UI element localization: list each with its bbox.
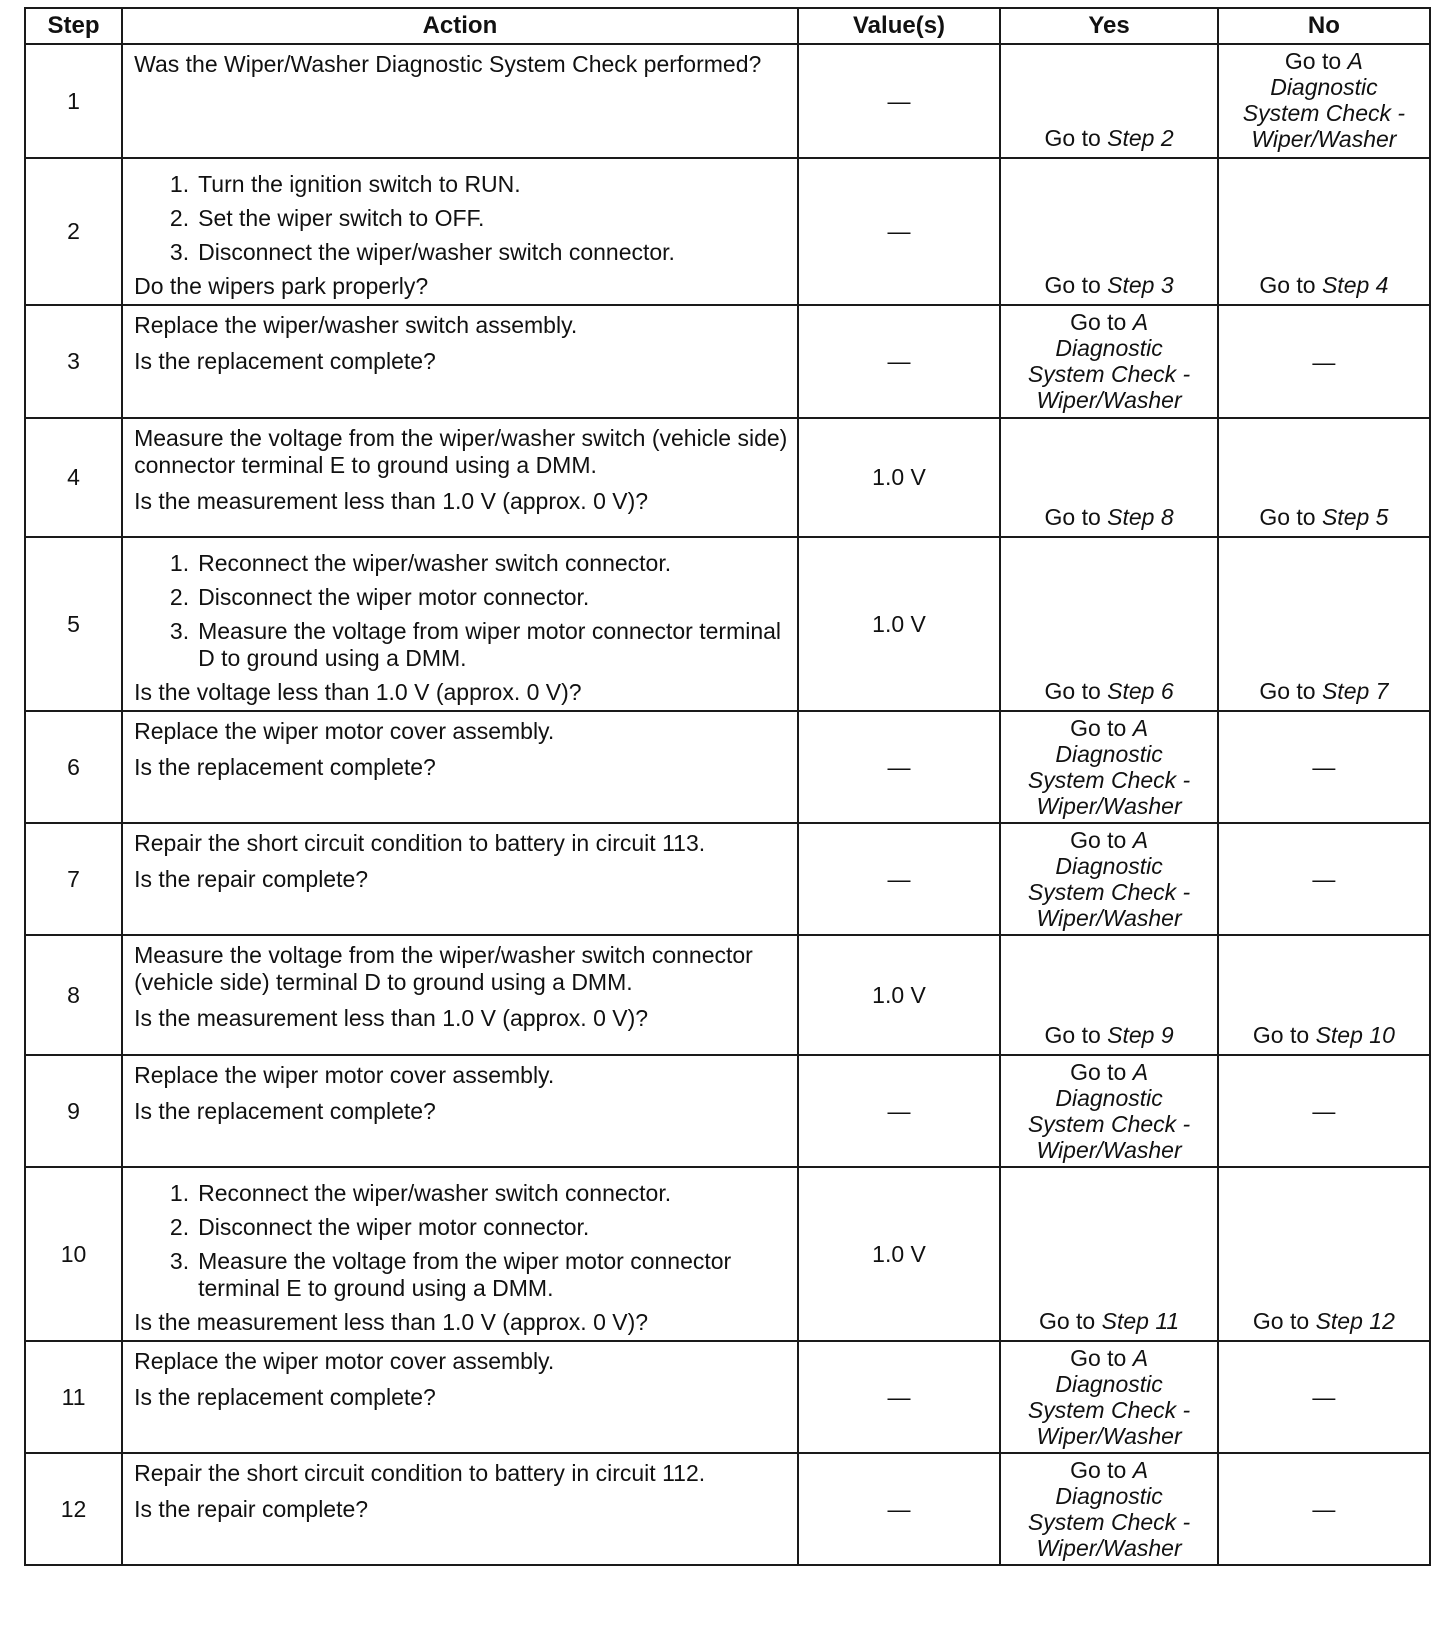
no-dash: — [1312,1496,1336,1522]
link-line: System Check - [1242,100,1406,126]
link-prefix: Go to [1070,715,1127,741]
action-content [134,1062,789,1161]
table-row [25,711,1430,823]
list-text: Measure the voltage from the wiper motor connector terminal E to ground using a DMM. [198,1248,732,1301]
link-step: Step 3 [1107,272,1174,298]
no-cell [1218,711,1430,823]
yes-cell [1000,1341,1217,1453]
link-line: Diagnostic [1055,1371,1163,1397]
action-question: Is the repair complete? [134,1496,369,1522]
no-cell [1218,418,1430,537]
header-row [25,8,1430,44]
yes-step-link[interactable] [1005,504,1212,530]
list-item [134,550,789,577]
header-action: Action [122,8,798,44]
yes-step-link[interactable] [1005,678,1212,704]
link-line [1005,715,1212,741]
action-question: Is the replacement complete? [134,1384,436,1410]
table-row [25,537,1430,711]
yes-step-link[interactable] [1005,272,1212,298]
table-header [25,8,1430,44]
diagnostic-check-link[interactable] [1005,715,1212,819]
diagnostic-check-link[interactable] [1005,1345,1212,1449]
action-text: Repair the short circuit condition to battery in circuit 112. [134,1460,706,1486]
table-row [25,1167,1430,1341]
table-row [25,44,1430,158]
action-text: Replace the wiper motor cover assembly. [134,1348,555,1374]
link-line: Diagnostic [1055,335,1163,361]
step-number: 11 [25,1341,122,1453]
link-step: Step 2 [1107,125,1174,151]
link-line [1005,827,1212,853]
step-number: 12 [25,1453,122,1565]
no-cell [1218,823,1430,935]
link-prefix: Go to [1044,504,1101,530]
link-prefix: Go to [1070,1457,1127,1483]
no-cell [1218,935,1430,1055]
no-step-link[interactable] [1223,504,1425,530]
table-row [25,305,1430,418]
no-dash: — [1312,1384,1336,1410]
link-prefix: Go to [1044,272,1101,298]
table-row [25,158,1430,305]
action-cell [122,1453,798,1565]
link-line: System Check - [1027,1509,1191,1535]
table-body [25,44,1430,1565]
yes-cell [1000,711,1217,823]
action-question: Is the measurement less than 1.0 V (approx. 0 V)? [134,1005,649,1031]
list-number: 2. [169,584,190,610]
table-row [25,935,1430,1055]
yes-step-link[interactable] [1005,1022,1212,1048]
table-row [25,823,1430,935]
link-prefix: Go to [1259,678,1316,704]
link-line [1005,1345,1212,1371]
value-cell: 1.0 V [798,1167,1001,1341]
value-cell: — [798,158,1001,305]
diagnostic-check-link[interactable] [1005,827,1212,931]
yes-cell [1000,305,1217,418]
action-cell [122,823,798,935]
list-item [134,171,789,198]
link-line: Wiper/Washer [1036,1137,1182,1163]
link-line: Diagnostic [1055,741,1163,767]
action-cell [122,158,798,305]
step-number: 2 [25,158,122,305]
action-list [134,544,789,679]
link-italic: A [1132,1059,1149,1085]
action-cell [122,935,798,1055]
link-step: Step 4 [1321,272,1389,298]
link-prefix: Go to [1259,504,1316,530]
list-text: Set the wiper switch to OFF. [198,205,485,231]
action-text: Replace the wiper motor cover assembly. [134,718,555,744]
link-prefix: Go to [1044,125,1101,151]
table-row [25,1453,1430,1565]
link-step: Step 8 [1107,504,1174,530]
value-cell: — [798,305,1001,418]
action-content [134,51,789,153]
action-cell [122,711,798,823]
list-item [134,1214,789,1241]
yes-cell [1000,158,1217,305]
step-number: 3 [25,305,122,418]
no-cell [1218,1167,1430,1341]
link-italic: A [1132,715,1149,741]
list-text: Turn the ignition switch to RUN. [198,171,521,197]
table-row [25,1055,1430,1167]
list-number: 1. [169,1180,190,1206]
table-row [25,418,1430,537]
value-cell: 1.0 V [798,537,1001,711]
list-item [134,205,789,232]
list-item [134,239,789,266]
link-prefix: Go to [1070,309,1127,335]
link-line: Diagnostic [1055,853,1163,879]
link-line: Wiper/Washer [1036,387,1182,413]
yes-cell [1000,935,1217,1055]
no-step-link[interactable] [1223,272,1425,298]
action-content [134,165,789,300]
header-step: Step [25,8,122,44]
action-text: Measure the voltage from the wiper/washer switch connector (vehicle side) terminal D to ground using a DMM. [134,942,753,995]
link-line: Diagnostic [1055,1085,1163,1111]
yes-cell [1000,537,1217,711]
step-number: 9 [25,1055,122,1167]
link-step: Step 7 [1321,678,1389,704]
link-prefix: Go to [1070,1345,1127,1371]
link-italic: A [1132,1345,1149,1371]
link-line [1005,309,1212,335]
list-text: Disconnect the wiper/washer switch connector. [198,239,675,265]
value-cell: — [798,823,1001,935]
link-line: Diagnostic [1055,1483,1163,1509]
step-number: 6 [25,711,122,823]
action-content [134,1174,789,1336]
link-italic: A [1132,827,1149,853]
action-content [134,312,789,413]
list-item [134,618,789,672]
value-cell: — [798,711,1001,823]
list-item [134,1180,789,1207]
action-cell [122,1167,798,1341]
link-line: System Check - [1027,767,1191,793]
list-item [134,584,789,611]
action-cell [122,1341,798,1453]
link-italic: A [1132,1457,1149,1483]
link-line [1005,1059,1212,1085]
yes-cell [1000,1055,1217,1167]
action-cell [122,44,798,158]
action-content [134,544,789,706]
no-step-link[interactable] [1223,1022,1425,1048]
list-text: Measure the voltage from wiper motor connector terminal D to ground using a DMM. [198,618,782,671]
link-italic: A [1347,48,1363,74]
yes-cell [1000,1453,1217,1565]
link-prefix: Go to [1252,1308,1310,1334]
link-prefix: Go to [1284,48,1342,74]
link-line: System Check - [1027,1397,1191,1423]
list-number: 3. [169,1248,190,1274]
link-italic: A [1132,309,1149,335]
action-cell [122,1055,798,1167]
no-cell [1218,305,1430,418]
link-line: Wiper/Washer [1036,1535,1182,1561]
action-question: Do the wipers park properly? [134,273,429,299]
no-dash: — [1312,866,1336,892]
action-list [134,165,789,273]
link-prefix: Go to [1259,272,1316,298]
link-line [1223,48,1425,74]
list-number: 2. [169,1214,190,1240]
diagnostic-table [24,7,1431,1566]
diagnostic-check-link[interactable] [1005,1059,1212,1163]
list-text: Reconnect the wiper/washer switch connector. [198,550,672,576]
link-line: Wiper/Washer [1036,905,1182,931]
step-number: 1 [25,44,122,158]
no-step-link[interactable] [1223,678,1425,704]
list-text: Reconnect the wiper/washer switch connector. [198,1180,672,1206]
header-yes: Yes [1000,8,1217,44]
link-prefix: Go to [1070,1059,1127,1085]
link-line [1005,1457,1212,1483]
action-cell [122,537,798,711]
yes-cell [1000,44,1217,158]
header-value: Value(s) [798,8,1001,44]
list-item [134,1248,789,1302]
value-cell: 1.0 V [798,418,1001,537]
link-step: Step 6 [1107,678,1174,704]
diagnostic-check-link[interactable] [1005,1457,1212,1561]
no-cell [1218,158,1430,305]
value-cell: — [798,44,1001,158]
action-content [134,942,789,1050]
no-dash: — [1312,348,1336,375]
no-cell [1218,1453,1430,1565]
link-line: Wiper/Washer [1036,793,1182,819]
action-content [134,830,789,929]
action-question: Is the voltage less than 1.0 V (approx. 0 V)? [134,679,582,705]
list-text: Disconnect the wiper motor connector. [198,1214,590,1240]
action-question: Is the repair complete? [134,866,369,892]
link-prefix: Go to [1038,1308,1096,1334]
link-line: Diagnostic [1270,74,1378,100]
no-cell [1218,1341,1430,1453]
value-cell: 1.0 V [798,935,1001,1055]
no-cell [1218,44,1430,158]
link-prefix: Go to [1070,827,1127,853]
link-step: Step 10 [1315,1022,1395,1048]
link-line: System Check - [1027,879,1191,905]
link-prefix: Go to [1044,1022,1101,1048]
action-content [134,1348,789,1448]
step-number: 5 [25,537,122,711]
list-number: 1. [169,550,190,576]
action-content [134,1460,789,1559]
link-step: Step 12 [1315,1308,1395,1334]
diagnostic-check-link[interactable] [1223,48,1425,152]
action-text: Replace the wiper/washer switch assembly. [134,312,578,338]
action-content [134,425,789,532]
yes-cell [1000,823,1217,935]
no-cell [1218,1055,1430,1167]
link-line: Wiper/Washer [1036,1423,1182,1449]
action-text: Repair the short circuit condition to battery in circuit 113. [134,830,706,856]
no-dash: — [1312,754,1336,780]
list-number: 3. [169,239,190,265]
action-text: Measure the voltage from the wiper/washer switch (vehicle side) connector terminal E to ground using a DMM. [134,425,788,478]
yes-cell [1000,1167,1217,1341]
diagnostic-check-link[interactable] [1005,309,1212,413]
yes-cell [1000,418,1217,537]
step-number: 8 [25,935,122,1055]
step-number: 7 [25,823,122,935]
link-step: Step 11 [1101,1308,1180,1334]
yes-step-link[interactable] [1005,125,1212,151]
link-prefix: Go to [1044,678,1101,704]
action-content [134,718,789,817]
action-cell [122,418,798,537]
link-line: System Check - [1027,361,1191,387]
no-dash: — [1312,1098,1336,1124]
list-number: 2. [169,205,190,231]
action-question: Is the replacement complete? [134,754,436,780]
step-number: 4 [25,418,122,537]
link-step: Step 9 [1107,1022,1174,1048]
list-text: Disconnect the wiper motor connector. [198,584,590,610]
header-no: No [1218,8,1430,44]
action-question: Is the replacement complete? [134,348,436,374]
no-cell [1218,537,1430,711]
action-text: Replace the wiper motor cover assembly. [134,1062,555,1088]
link-line: System Check - [1027,1111,1191,1137]
value-cell: — [798,1055,1001,1167]
step-number: 10 [25,1167,122,1341]
action-question: Is the measurement less than 1.0 V (approx. 0 V)? [134,1309,649,1335]
list-number: 1. [169,171,190,197]
yes-step-link[interactable] [1005,1308,1212,1334]
value-cell: — [798,1341,1001,1453]
value-cell: — [798,1453,1001,1565]
action-question: Is the replacement complete? [134,1098,436,1124]
link-step: Step 5 [1321,504,1389,530]
list-number: 3. [169,618,190,644]
action-cell [122,305,798,418]
action-question: Is the measurement less than 1.0 V (approx. 0 V)? [134,488,649,514]
table-row [25,1341,1430,1453]
link-prefix: Go to [1252,1022,1310,1048]
action-text: Was the Wiper/Washer Diagnostic System Check performed? [134,51,762,77]
no-step-link[interactable] [1223,1308,1425,1334]
action-list [134,1174,789,1309]
link-line: Wiper/Washer [1251,126,1397,152]
